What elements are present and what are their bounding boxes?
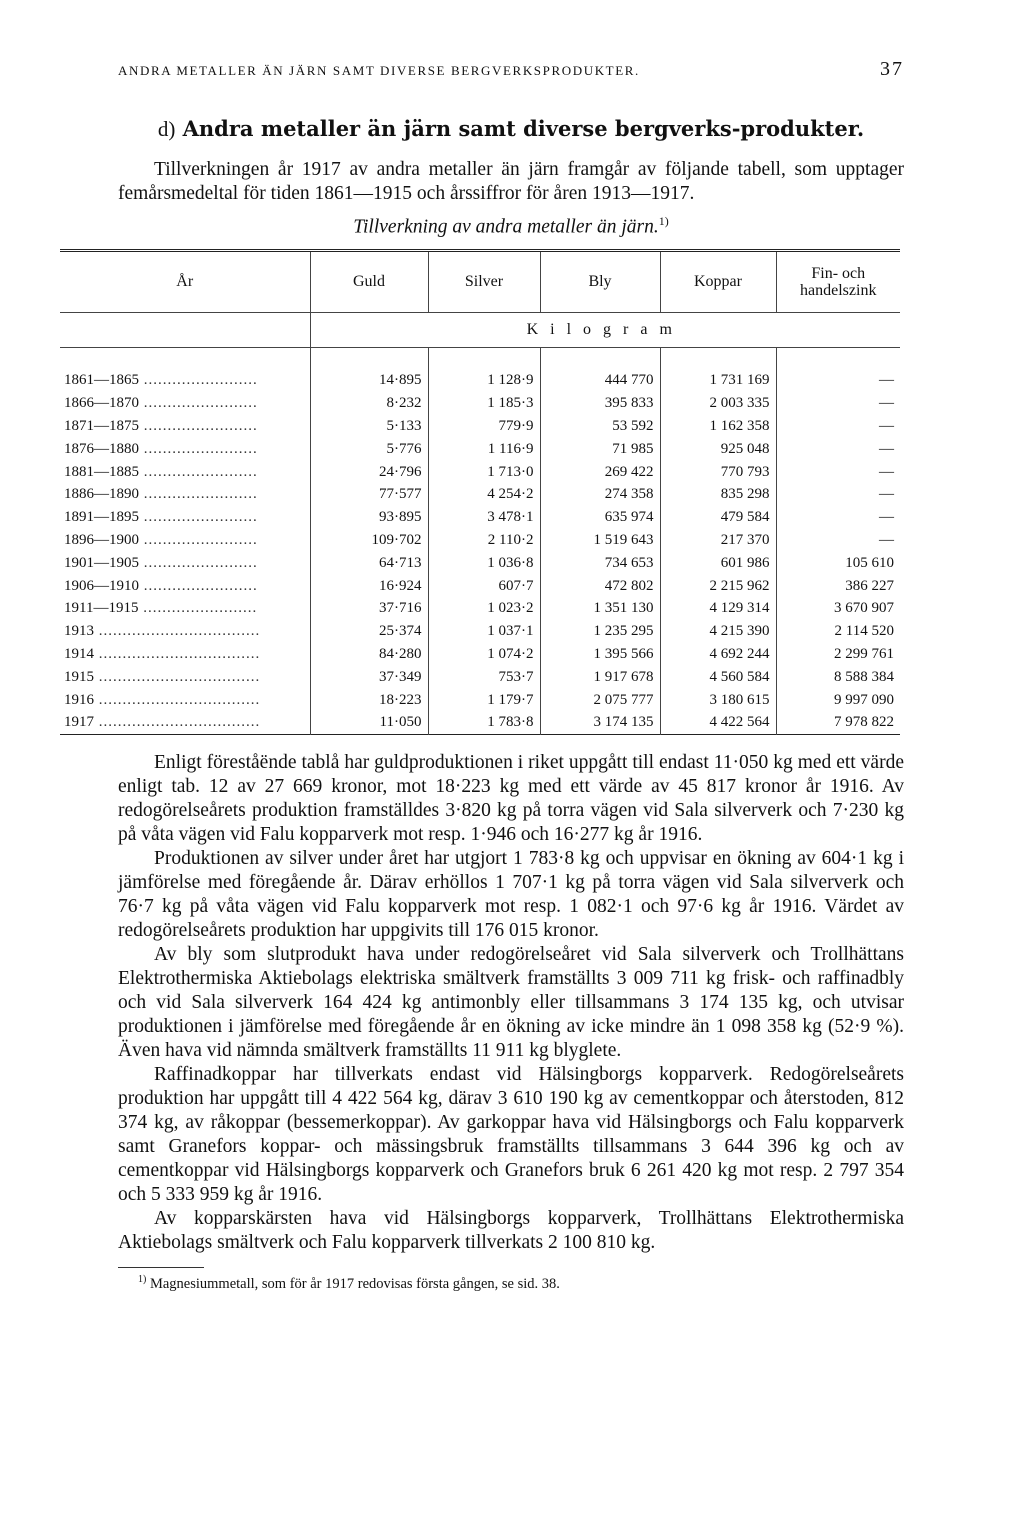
row-value: 1 395 566 [540, 643, 660, 666]
row-value: 2 215 962 [660, 575, 776, 598]
leader-dots: .................................. [94, 668, 261, 685]
table-row [60, 643, 900, 666]
body-text [118, 751, 904, 1255]
row-value: 3 174 135 [540, 711, 660, 734]
row-value: 601 986 [660, 552, 776, 575]
row-value: — [776, 529, 900, 552]
row-value: 5·133 [310, 415, 428, 438]
leader-dots: .................................. [94, 623, 261, 640]
row-value: 4 129 314 [660, 597, 776, 620]
row-value: 2 003 335 [660, 392, 776, 415]
period-label: 1891—1895 [64, 509, 139, 526]
row-value: — [776, 415, 900, 438]
leader-dots: .................................. [94, 645, 261, 662]
row-period [60, 711, 310, 734]
row-value: 93·895 [310, 506, 428, 529]
row-value: 734 653 [540, 552, 660, 575]
row-value: 444 770 [540, 347, 660, 392]
row-value: — [776, 461, 900, 484]
table-row [60, 483, 900, 506]
row-period [60, 529, 310, 552]
row-value: 1 162 358 [660, 415, 776, 438]
unit-label: Kilogram [310, 312, 900, 347]
period-label: 1913 [64, 623, 94, 640]
period-label: 1866—1870 [64, 395, 139, 412]
table-row [60, 711, 900, 734]
row-value: 635 974 [540, 506, 660, 529]
period-label: 1876—1880 [64, 440, 139, 457]
table-unit-row [60, 312, 900, 347]
row-value: 1 519 643 [540, 529, 660, 552]
row-value: 2 075 777 [540, 689, 660, 712]
row-value: 8 588 384 [776, 666, 900, 689]
footnote-marker: 1) [138, 1274, 147, 1286]
row-value: 386 227 [776, 575, 900, 598]
row-value: 2 299 761 [776, 643, 900, 666]
leader-dots: ........................ [138, 600, 258, 617]
header-silver: Silver [428, 250, 540, 312]
row-value: 53 592 [540, 415, 660, 438]
leader-dots: ........................ [139, 509, 258, 526]
section-title [118, 116, 904, 142]
row-value: 3 670 907 [776, 597, 900, 620]
row-value: 77·577 [310, 483, 428, 506]
row-value: 84·280 [310, 643, 428, 666]
row-value: 4 215 390 [660, 620, 776, 643]
leader-dots: .................................. [94, 714, 261, 731]
leader-dots: .................................. [94, 691, 261, 708]
row-value: 7 978 822 [776, 711, 900, 734]
footnote-text: Magnesiummetall, som för år 1917 redovisas första gången, se sid. 38. [149, 1276, 560, 1293]
row-value: 1 116·9 [428, 438, 540, 461]
header-copper: Koppar [660, 250, 776, 312]
table-row [60, 597, 900, 620]
row-value: 2 114 520 [776, 620, 900, 643]
row-value: 472 802 [540, 575, 660, 598]
row-period [60, 392, 310, 415]
paragraph-copper-matte: Av kopparskärsten hava vid Hälsingborgs kopparverk, Trollhättans Elektrothermiska Aktiebolags smältverk och Falu kopparverk tillverkats 2 100 810 kg. [118, 1208, 904, 1254]
leader-dots: ........................ [139, 577, 258, 594]
row-period [60, 506, 310, 529]
period-label: 1915 [64, 668, 94, 685]
intro-paragraph: Tillverkningen år 1917 av andra metaller än järn framgår av följande tabell, som upptager femårsmedeltal för tiden 1861—1915 och årssiffror för åren 1913—1917. [118, 159, 904, 204]
header-gold: Guld [310, 250, 428, 312]
period-label: 1871—1875 [64, 417, 139, 434]
table-header-row [60, 250, 900, 312]
row-value: 835 298 [660, 483, 776, 506]
row-value: 753·7 [428, 666, 540, 689]
row-period [60, 415, 310, 438]
row-value: 3 478·1 [428, 506, 540, 529]
running-head [118, 58, 904, 90]
row-value: 479 584 [660, 506, 776, 529]
row-value: 37·716 [310, 597, 428, 620]
row-value: 37·349 [310, 666, 428, 689]
row-value: 1 185·3 [428, 392, 540, 415]
table-row [60, 552, 900, 575]
table-row [60, 438, 900, 461]
footnote [118, 1274, 904, 1293]
row-value: 1 023·2 [428, 597, 540, 620]
row-value: 274 358 [540, 483, 660, 506]
paragraph-gold: Enligt föreståënde tablå har guldproduktionen i riket uppgått till endast 11·050 kg med ett värde enligt tab. 12 av 27 669 kronor, mot 18·223 kg med ett värde av 45 817 kronor år 1916. Av redogörelseårets produktion framställdes 3·820 kg på torra vägen vid Sala silververk och 7·230 kg på våta vägen vid Falu kopparverk mot resp. 1·946 och 16·277 kg år 1916. [118, 752, 904, 846]
row-value: 1 351 130 [540, 597, 660, 620]
period-label: 1906—1910 [64, 577, 139, 594]
table-row [60, 689, 900, 712]
unit-spacer [60, 312, 310, 347]
row-period [60, 575, 310, 598]
row-value: 71 985 [540, 438, 660, 461]
leader-dots: ........................ [139, 463, 258, 480]
row-period [60, 483, 310, 506]
row-value: 1 037·1 [428, 620, 540, 643]
row-value: 24·796 [310, 461, 428, 484]
row-value: 64·713 [310, 552, 428, 575]
row-value: — [776, 483, 900, 506]
header-lead: Bly [540, 250, 660, 312]
table-row [60, 461, 900, 484]
table-row [60, 575, 900, 598]
row-value: 1 713·0 [428, 461, 540, 484]
row-value: 5·776 [310, 438, 428, 461]
page-number: 37 [880, 58, 904, 80]
period-label: 1861—1865 [64, 372, 139, 389]
row-period [60, 689, 310, 712]
row-period [60, 461, 310, 484]
row-value: — [776, 438, 900, 461]
row-value: — [776, 347, 900, 392]
document-page [64, 58, 904, 1293]
row-value: 2 110·2 [428, 529, 540, 552]
leader-dots: ........................ [139, 531, 258, 548]
section-letter: d) [157, 117, 176, 141]
row-period [60, 643, 310, 666]
row-value: 217 370 [660, 529, 776, 552]
period-label: 1911—1915 [64, 600, 139, 617]
row-value: 4 560 584 [660, 666, 776, 689]
row-value: 14·895 [310, 347, 428, 392]
row-value: 25·374 [310, 620, 428, 643]
row-value: 105 610 [776, 552, 900, 575]
table-row [60, 620, 900, 643]
row-period [60, 552, 310, 575]
row-value: 4 692 244 [660, 643, 776, 666]
section-heading: Andra metaller än järn samt diverse bergverks-produkter. [182, 116, 865, 141]
table-row [60, 666, 900, 689]
leader-dots: ........................ [139, 372, 258, 389]
period-label: 1896—1900 [64, 531, 139, 548]
row-value: 925 048 [660, 438, 776, 461]
row-value: 607·7 [428, 575, 540, 598]
leader-dots: ........................ [139, 554, 258, 571]
row-value: 11·050 [310, 711, 428, 734]
row-period [60, 347, 310, 392]
row-value: 1 731 169 [660, 347, 776, 392]
paragraph-copper: Raffinadkoppar har tillverkats endast vid Hälsingborgs kopparverk. Redogörelseårets produktion har uppgått till 4 422 564 kg, därav 3 610 190 kg av cementkoppar och återstoden, 812 374 kg, av råkoppar (bessemerkoppar). Av garkoppar hava vid Hälsingborgs och Falu kopparverk samt Granefors koppar- och mässingsbruk framställts tillsammans 3 644 396 kg och av cementkoppar vid Hälsingborgs kopparverk och Granefors bruk 6 261 420 kg mot resp. 2 797 354 och 5 333 959 kg år 1916. [118, 1064, 904, 1206]
row-value: 1 917 678 [540, 666, 660, 689]
row-value: 1 783·8 [428, 711, 540, 734]
running-title: ANDRA METALLER ÄN JÄRN SAMT DIVERSE BERGVERKSPRODUKTER. [118, 63, 640, 78]
footnote-rule [118, 1267, 204, 1268]
row-period [60, 666, 310, 689]
leader-dots: ........................ [139, 440, 258, 457]
row-value: 1 235 295 [540, 620, 660, 643]
paragraph-lead: Av bly som slutprodukt hava under redogörelseåret vid Sala silververk och Trollhättans Elektrothermiska Aktiebolags elektriska smältverk framställts 3 009 711 kg frisk- och raffinadbly och vid Sala silververk 164 424 kg antimonbly eller tillsammans 3 174 135 kg, och utvisar produktionen i jämförelse med föregående år en ökning av icke mindre än 1 098 358 kg (52·9 %). Även hava vid nämnda smältverk framställts 11 911 kg blyglete. [118, 944, 904, 1062]
row-value: 1 074·2 [428, 643, 540, 666]
table-caption-note: 1) [658, 214, 669, 228]
row-value: 770 793 [660, 461, 776, 484]
table-row [60, 506, 900, 529]
table-row [60, 529, 900, 552]
table-row [60, 347, 900, 392]
row-period [60, 620, 310, 643]
row-value: 1 128·9 [428, 347, 540, 392]
row-value: — [776, 392, 900, 415]
row-value: 4 422 564 [660, 711, 776, 734]
header-zinc: Fin- och handelszink [776, 250, 900, 312]
period-label: 1914 [64, 645, 94, 662]
leader-dots: ........................ [139, 417, 258, 434]
row-value: 395 833 [540, 392, 660, 415]
row-value: 1 036·8 [428, 552, 540, 575]
row-value: 779·9 [428, 415, 540, 438]
row-value: 1 179·7 [428, 689, 540, 712]
row-period [60, 597, 310, 620]
period-label: 1917 [64, 714, 94, 731]
row-value: 269 422 [540, 461, 660, 484]
period-label: 1901—1905 [64, 554, 139, 571]
row-value: 4 254·2 [428, 483, 540, 506]
header-year: År [60, 250, 310, 312]
paragraph-silver: Produktionen av silver under året har utgjort 1 783·8 kg och uppvisar en ökning av 604·1 kg i jämförelse med föregående år. Därav erhöllos 1 707·1 kg på torra vägen vid Sala silververk och 76·7 kg på våta vägen vid Falu kopparverk mot resp. 1 082·1 och 97·6 kg år 1916. Värdet av redogörelseårets produktion har uppgivits till 176 015 kronor. [118, 848, 904, 942]
table-body [60, 347, 900, 735]
production-table [60, 249, 900, 736]
row-value: 18·223 [310, 689, 428, 712]
row-value: 16·924 [310, 575, 428, 598]
period-label: 1886—1890 [64, 486, 139, 503]
period-label: 1881—1885 [64, 463, 139, 480]
row-value: 9 997 090 [776, 689, 900, 712]
row-value: 8·232 [310, 392, 428, 415]
table-caption [118, 214, 904, 239]
row-period [60, 438, 310, 461]
table-caption-text: Tillverkning av andra metaller än järn. [353, 216, 659, 238]
period-label: 1916 [64, 691, 94, 708]
table-row [60, 392, 900, 415]
row-value: 3 180 615 [660, 689, 776, 712]
row-value: 109·702 [310, 529, 428, 552]
table-row [60, 415, 900, 438]
leader-dots: ........................ [139, 395, 258, 412]
row-value: — [776, 506, 900, 529]
leader-dots: ........................ [139, 486, 258, 503]
